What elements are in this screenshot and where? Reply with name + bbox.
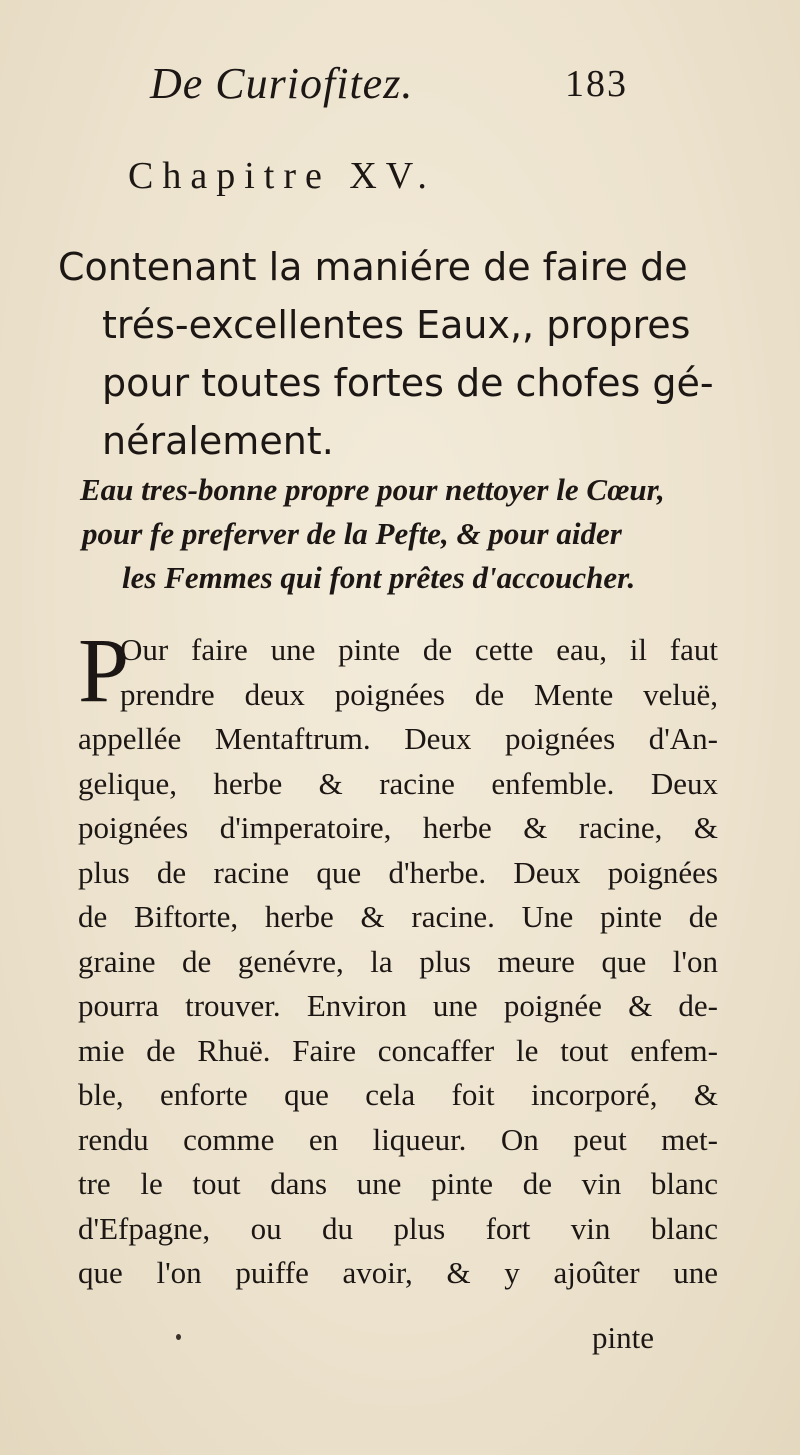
running-title: De Curiofitez.	[150, 59, 414, 108]
recipe-title-line: pour fe preferver de la Pefte, & pour aider	[82, 516, 622, 551]
recipe-body	[78, 619, 718, 1296]
catchword: pinte	[592, 1320, 654, 1355]
body-line: pourra trouver. Environ une poignée & de-	[78, 988, 718, 1023]
body-line: mie de Rhuë. Faire concaffer le tout enfem-	[78, 1032, 718, 1068]
recipe-title-line: les Femmes qui font prêtes d'accoucher.	[122, 560, 636, 595]
ink-speck	[176, 1334, 181, 1340]
body-line: de Biftorte, herbe & racine. Une pinte de	[78, 899, 718, 934]
page-number: 183	[565, 63, 628, 105]
chapter-title-line: néralement.	[102, 419, 334, 463]
running-head	[150, 58, 670, 118]
chapter-title	[58, 238, 714, 470]
body-line: que l'on puiffe avoir, & y ajoûter une	[78, 1255, 718, 1290]
body-line: tre le tout dans une pinte de vin blanc	[78, 1166, 718, 1201]
body-line: ble, enforte que cela foit incorporé, &	[78, 1077, 718, 1112]
body-line: poignées d'imperatoire, herbe & racine, &	[78, 810, 718, 845]
chapter-title-line: pour toutes fortes de chofes gé-	[102, 361, 714, 405]
body-line: Our faire une pinte de cette eau, il faut	[120, 632, 718, 667]
body-line: appellée Mentaftrum. Deux poignées d'An-	[78, 721, 718, 756]
body-line: rendu comme en liqueur. On peut met-	[78, 1121, 718, 1157]
recipe-title	[80, 468, 720, 600]
body-line: gelique, herbe & racine enfemble. Deux	[78, 765, 718, 801]
chapter-title-line: Contenant la maniére de faire de	[58, 245, 688, 289]
recipe-title-line: Eau tres-bonne propre pour nettoyer le Cœur,	[80, 472, 665, 507]
chapter-heading: Chapitre XV.	[128, 155, 436, 197]
body-line: d'Efpagne, ou du plus fort vin blanc	[78, 1210, 718, 1246]
chapter-title-line: trés-excellentes Eaux,, propres	[102, 303, 691, 347]
body-line: plus de racine que d'herbe. Deux poignées	[78, 854, 718, 890]
body-line: graine de genévre, la plus meure que l'on	[78, 943, 718, 979]
drop-cap: P	[78, 619, 130, 721]
body-line: prendre deux poignées de Mente veluë,	[120, 676, 718, 712]
